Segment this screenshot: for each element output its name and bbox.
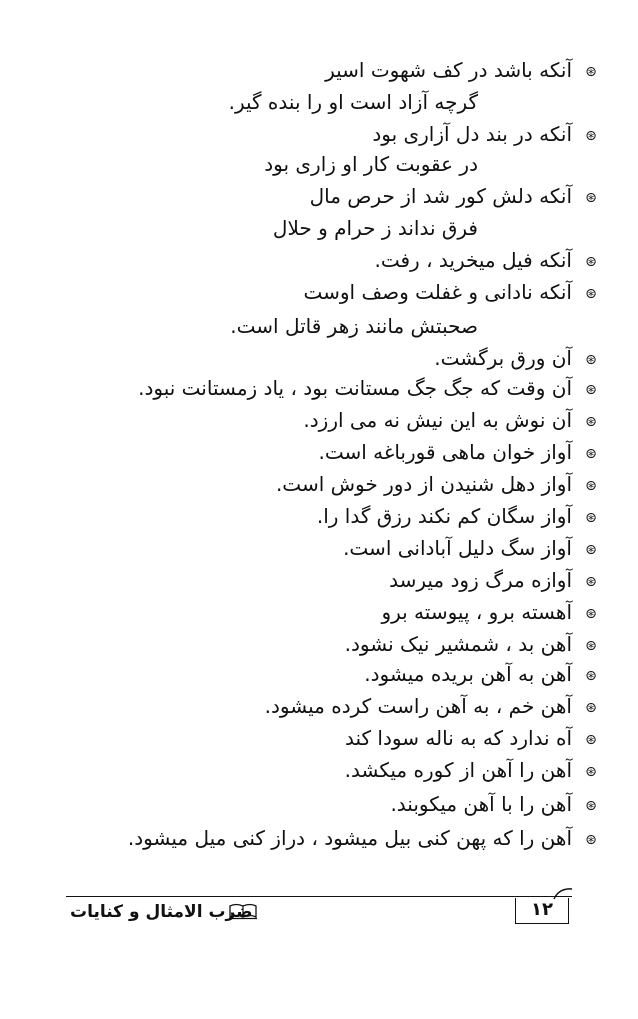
bullet-icon: ⊛ [585,127,597,144]
proverb-line [128,824,600,854]
bullet-icon: ⊛ [585,797,597,814]
proverb-line [303,406,600,436]
bullet-icon: ⊛ [585,699,597,716]
proverb-text: آواز سگان کم نکند رزق گدا را. [316,504,572,528]
proverb-line [325,56,600,86]
proverb-text: آنکه نادانی و غفلت وصف اوست [303,280,572,304]
bullet-icon: ⊛ [585,763,597,780]
page-corner-ornament [553,886,573,900]
proverb-line [375,246,601,276]
proverb-text: در عقوبت کار او زاری بود [264,152,478,176]
proverb-line [372,120,600,150]
page-number: ۱۲ [515,898,569,924]
proverb-text: آواز سگ دلیل آبادانی است. [343,536,572,560]
bullet-icon: ⊛ [585,285,597,302]
proverb-line [304,278,601,308]
bullet-icon: ⊛ [585,63,597,80]
bullet-icon: ⊛ [585,831,597,848]
proverb-line [364,660,600,690]
proverb-text: فرق نداند ز حرام و حلال [272,216,478,240]
proverb-text: آنکه دلش کور شد از حرص مال [309,184,572,208]
bullet-icon: ⊛ [585,351,597,368]
proverb-text: آه ندارد که به ناله سودا کند [345,726,572,750]
bullet-icon: ⊛ [585,667,597,684]
proverb-line [345,724,600,754]
bullet-icon: ⊛ [585,573,597,590]
proverb-text: آن ورق برگشت. [434,346,572,370]
proverb-line [390,790,600,820]
bullet-icon: ⊛ [585,509,597,526]
proverb-continuation-line [230,312,478,340]
proverb-text: آهن را با آهن میکوبند. [390,792,572,816]
proverb-text: آهن بد ، شمشیر نیک نشود. [344,632,572,656]
footer-rule [66,896,572,897]
proverb-text: آهن به آهن بریده میشود. [364,662,572,686]
proverb-text: آواز دهل شنیدن از دور خوش است. [275,472,572,496]
proverb-text: آوازه مرگ زود میرسد [389,568,572,592]
bullet-icon: ⊛ [585,637,597,654]
bullet-icon: ⊛ [585,477,597,494]
proverb-text: آهن خم ، به آهن راست کرده میشود. [264,694,572,718]
proverb-line [276,470,600,500]
proverb-line [318,438,600,468]
proverb-text: آنکه فیل میخرید ، رفت. [374,248,572,272]
proverb-line [310,182,600,212]
proverb-text: آنکه باشد در کف شهوت اسیر [325,58,572,82]
bullet-icon: ⊛ [585,445,597,462]
bullet-icon: ⊛ [585,541,597,558]
bullet-icon: ⊛ [585,381,597,398]
proverb-text: آواز خوان ماهی قورباغه است. [318,440,572,464]
bullet-icon: ⊛ [585,189,597,206]
proverb-text: آن وقت که جگ جگ مستانت بود ، یاد زمستانت نبود. [138,376,572,400]
proverb-line [434,344,600,374]
proverb-text: آن نوش به این نیش نه می ارزد. [303,408,572,432]
proverb-text: آهن را که پهن کنی بیل میشود ، دراز کنی میل میشود. [127,826,572,850]
bullet-icon: ⊛ [585,413,597,430]
proverb-text: آهسته برو ، پیوسته برو [381,600,572,624]
proverb-line [345,756,600,786]
proverb-text: آنکه در بند دل آزاری بود [372,122,572,146]
bullet-icon: ⊛ [585,605,597,622]
proverb-text: صحبتش مانند زهر قاتل است. [230,314,478,338]
footer-book-title: ضرب الامثال و کنایات [70,902,253,922]
proverb-text: آهن را آهن از کوره میکشد. [344,758,572,782]
proverb-line [265,692,600,722]
book-icon [228,902,258,920]
proverb-line [381,598,600,628]
proverb-text: گرچه آزاد است او را بنده گیر. [228,90,478,114]
proverb-line [138,374,600,404]
proverb-line [317,502,600,532]
proverb-line [389,566,600,596]
bullet-icon: ⊛ [585,731,597,748]
proverb-continuation-line [273,214,478,242]
bullet-icon: ⊛ [585,253,597,270]
proverb-continuation-line [229,88,478,116]
proverb-line [345,630,600,660]
proverb-line [343,534,600,564]
proverb-continuation-line [264,150,478,178]
